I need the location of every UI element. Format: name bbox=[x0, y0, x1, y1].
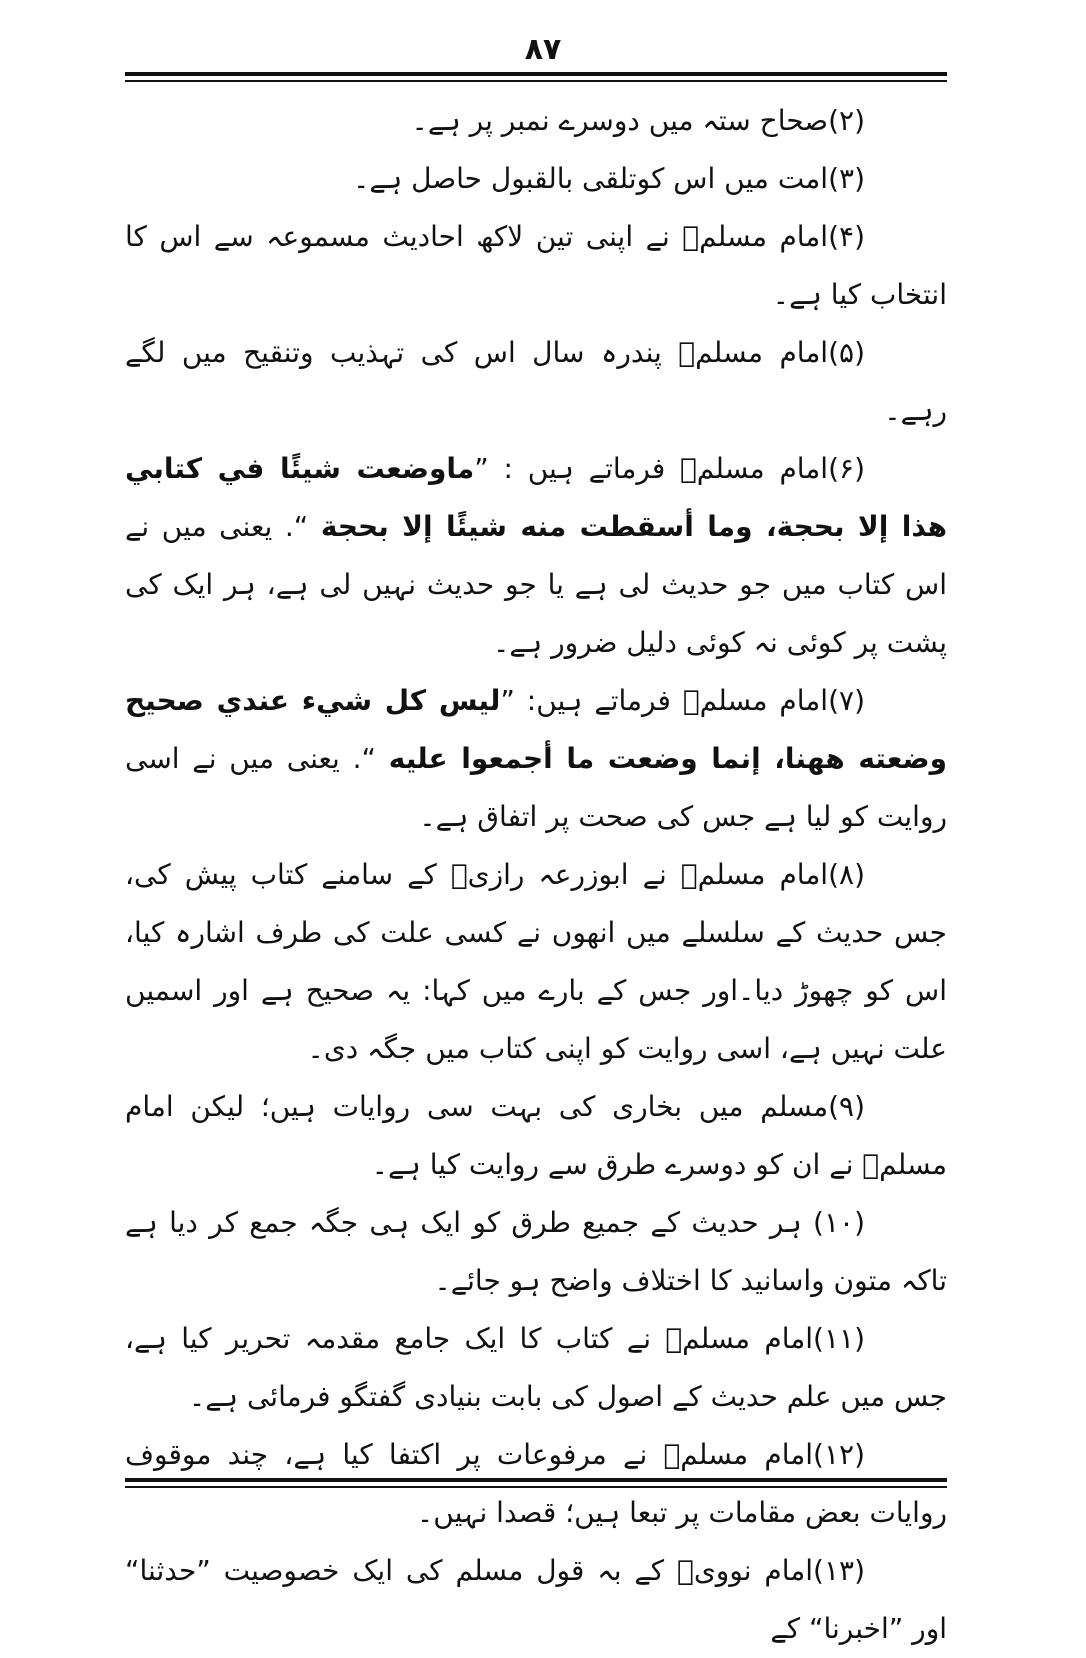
paragraph-text: (۸)امام مسلمؒ نے ابوزرعہ رازیؒ کے سامنے کتاب پیش کی، جس حدیث کے سلسلے میں انھوں نے کسی علت کی طرف اشارہ کیا، اس کو چھوڑ دیا۔اور جس کے بارے میں کہا: یہ صحیح ہے اور اسمیں علت نہیں ہے، اسی روایت کو اپنی کتاب میں جگہ دی۔ bbox=[125, 858, 947, 1065]
header-rule-thin bbox=[125, 80, 947, 82]
header-rule-thick bbox=[125, 72, 947, 76]
paragraph-text: (۱۳)امام نوویؒ کے بہ قول مسلم کی ایک خصوصیت ”حدثنا“ اور ”اخبرنا“ کے bbox=[125, 1554, 947, 1645]
arabic-quote: ليس كل شيء عندي صحيح وضعته ههنا، إنما وضعت ما أجمعوا عليه bbox=[125, 684, 947, 775]
paragraph-text: (۵)امام مسلمؒ پندرہ سال اس کی تہذیب وتنقیح میں لگے رہے۔ bbox=[125, 336, 947, 427]
paragraph-text: (۱۲)امام مسلمؒ نے مرفوعات پر اکتفا کیا ہے، چند موقوف روایات بعض مقامات پر تبعا ہیں؛ قصدا نہیں۔ bbox=[125, 1438, 947, 1529]
paragraph-text: (۶)امام مسلمؒ فرماتے ہیں : ” bbox=[474, 452, 865, 485]
paragraph-text: (۱۰) ہر حدیث کے جمیع طرق کو ایک ہی جگہ جمع کر دیا ہے تاکہ متون واسانید کا اختلاف واضح ہو جائے۔ bbox=[125, 1206, 947, 1297]
paragraph-9 bbox=[125, 1078, 947, 1194]
paragraph-text: (۲)صحاح ستہ میں دوسرے نمبر پر ہے۔ bbox=[411, 104, 865, 137]
paragraph-11 bbox=[125, 1310, 947, 1426]
header-rule bbox=[125, 72, 947, 82]
paragraph-text: “. یعنی میں نے اسی روایت کو لیا ہے جس کی صحت پر اتفاق ہے۔ bbox=[125, 742, 947, 833]
paragraph-text: (۴)امام مسلمؒ نے اپنی تین لاکھ احادیث مسموعہ سے اس کا انتخاب کیا ہے۔ bbox=[125, 220, 947, 311]
paragraph-13 bbox=[125, 1542, 947, 1658]
paragraph-8 bbox=[125, 846, 947, 1078]
paragraph-7 bbox=[125, 672, 947, 846]
paragraph-6 bbox=[125, 440, 947, 672]
paragraph-text: (۷)امام مسلمؒ فرماتے ہیں: ” bbox=[500, 684, 865, 717]
paragraph-10 bbox=[125, 1194, 947, 1310]
paragraph-4 bbox=[125, 208, 947, 324]
footer-rule-thick bbox=[125, 1478, 947, 1482]
paragraph-text: “. یعنی میں نے اس کتاب میں جو حدیث لی ہے یا جو حدیث نہیں لی ہے، ہر ایک کی پشت پر کوئی نہ کوئی دلیل ضرور ہے۔ bbox=[125, 510, 947, 659]
paragraph-5 bbox=[125, 324, 947, 440]
footer-rule bbox=[125, 1478, 947, 1488]
page-body bbox=[125, 92, 947, 1658]
paragraph-text: (۹)مسلم میں بخاری کی بہت سی روایات ہیں؛ لیکن امام مسلمؒ نے ان کو دوسرے طرق سے روایت کیا ہے۔ bbox=[125, 1090, 947, 1181]
page-number: ۸۷ bbox=[524, 32, 562, 67]
paragraph-2 bbox=[125, 92, 947, 150]
paragraph-text: (۳)امت میں اس کوتلقی بالقبول حاصل ہے۔ bbox=[353, 162, 865, 195]
paragraph-3 bbox=[125, 150, 947, 208]
paragraph-text: (۱۱)امام مسلمؒ نے کتاب کا ایک جامع مقدمہ تحریر کیا ہے، جس میں علم حدیث کے اصول کی بابت بنیادی گفتگو فرمائی ہے۔ bbox=[125, 1322, 947, 1413]
arabic-quote: ماوضعت شيئًا في كتابي هذا إلا بحجة، وما أسقطت منه شيئًا إلا بحجة bbox=[125, 452, 947, 543]
footer-rule-thin bbox=[125, 1486, 947, 1488]
